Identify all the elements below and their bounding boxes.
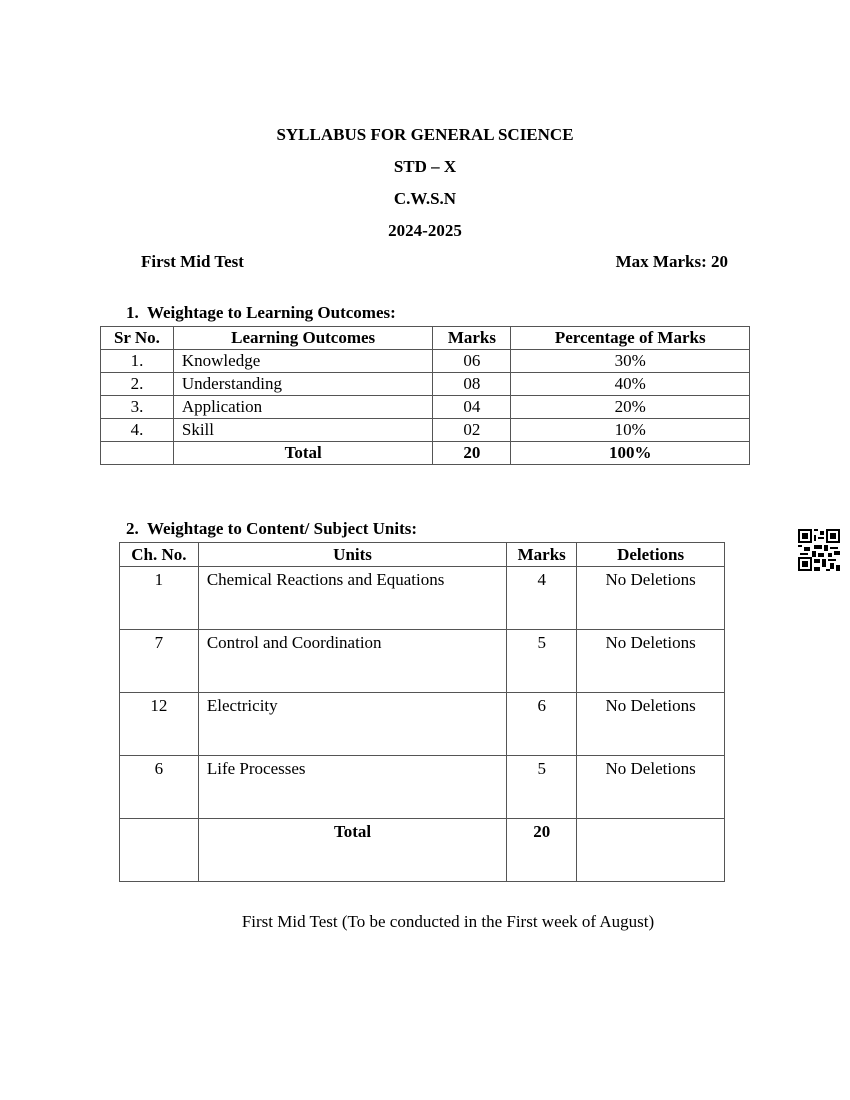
table-row [101,373,750,396]
max-marks: Max Marks: 20 [615,252,728,271]
chapter-no-cell: 12 [120,693,199,756]
column-header: Learning Outcomes [173,327,433,350]
marks-cell: 04 [433,396,511,419]
table-row [101,350,750,373]
total-marks: 20 [433,442,511,465]
qr-code-icon [798,529,840,571]
academic-year: 2024-2025 [388,221,462,240]
document-title: SYLLABUS FOR GENERAL SCIENCE [276,125,574,144]
outcome-cell: Knowledge [173,350,433,373]
percentage-cell: 10% [511,419,750,442]
percentage-cell: 40% [511,373,750,396]
unit-cell: Control and Coordination [198,630,506,693]
class-label: STD – X [393,157,457,176]
unit-cell: Chemical Reactions and Equations [198,567,506,630]
total-blank-cell [120,819,199,882]
column-header: Sr No. [101,327,174,350]
marks-cell: 08 [433,373,511,396]
marks-cell: 4 [507,567,577,630]
column-header: Ch. No. [120,543,199,567]
chapter-no-cell: 6 [120,756,199,819]
column-header: Deletions [577,543,725,567]
chapter-no-cell: 1 [120,567,199,630]
table-header-row [101,327,750,350]
total-row [120,819,725,882]
deletions-cell: No Deletions [577,756,725,819]
section2-heading: 2. Weightage to Content/ Subject Units: [126,519,418,538]
table-row [120,693,725,756]
column-header: Units [198,543,506,567]
footer-note: First Mid Test (To be conducted in the First week of August) [241,912,655,931]
column-header: Percentage of Marks [511,327,750,350]
content-units-table [119,542,725,882]
total-percentage: 100% [511,442,750,465]
marks-cell: 06 [433,350,511,373]
percentage-cell: 30% [511,350,750,373]
column-header: Marks [507,543,577,567]
table-row [120,756,725,819]
total-marks: 20 [507,819,577,882]
deletions-cell: No Deletions [577,630,725,693]
outcome-cell: Application [173,396,433,419]
outcome-cell: Understanding [173,373,433,396]
table-row [101,396,750,419]
table-row [101,419,750,442]
sr-no-cell: 1. [101,350,174,373]
total-row [101,442,750,465]
marks-cell: 5 [507,630,577,693]
table-row [120,630,725,693]
sr-no-cell: 3. [101,396,174,419]
column-header: Marks [433,327,511,350]
percentage-cell: 20% [511,396,750,419]
sr-no-cell: 2. [101,373,174,396]
marks-cell: 5 [507,756,577,819]
deletions-cell: No Deletions [577,693,725,756]
table-header-row [120,543,725,567]
outcome-cell: Skill [173,419,433,442]
sr-no-cell: 4. [101,419,174,442]
learning-outcomes-table [100,326,750,465]
total-blank-cell [101,442,174,465]
board-label: C.W.S.N [393,189,457,208]
total-label: Total [198,819,506,882]
marks-cell: 02 [433,419,511,442]
marks-cell: 6 [507,693,577,756]
table-row [120,567,725,630]
deletions-cell: No Deletions [577,567,725,630]
total-label: Total [173,442,433,465]
total-deletions [577,819,725,882]
test-name: First Mid Test [141,252,244,271]
section1-heading: 1. Weightage to Learning Outcomes: [126,303,396,322]
unit-cell: Electricity [198,693,506,756]
chapter-no-cell: 7 [120,630,199,693]
unit-cell: Life Processes [198,756,506,819]
